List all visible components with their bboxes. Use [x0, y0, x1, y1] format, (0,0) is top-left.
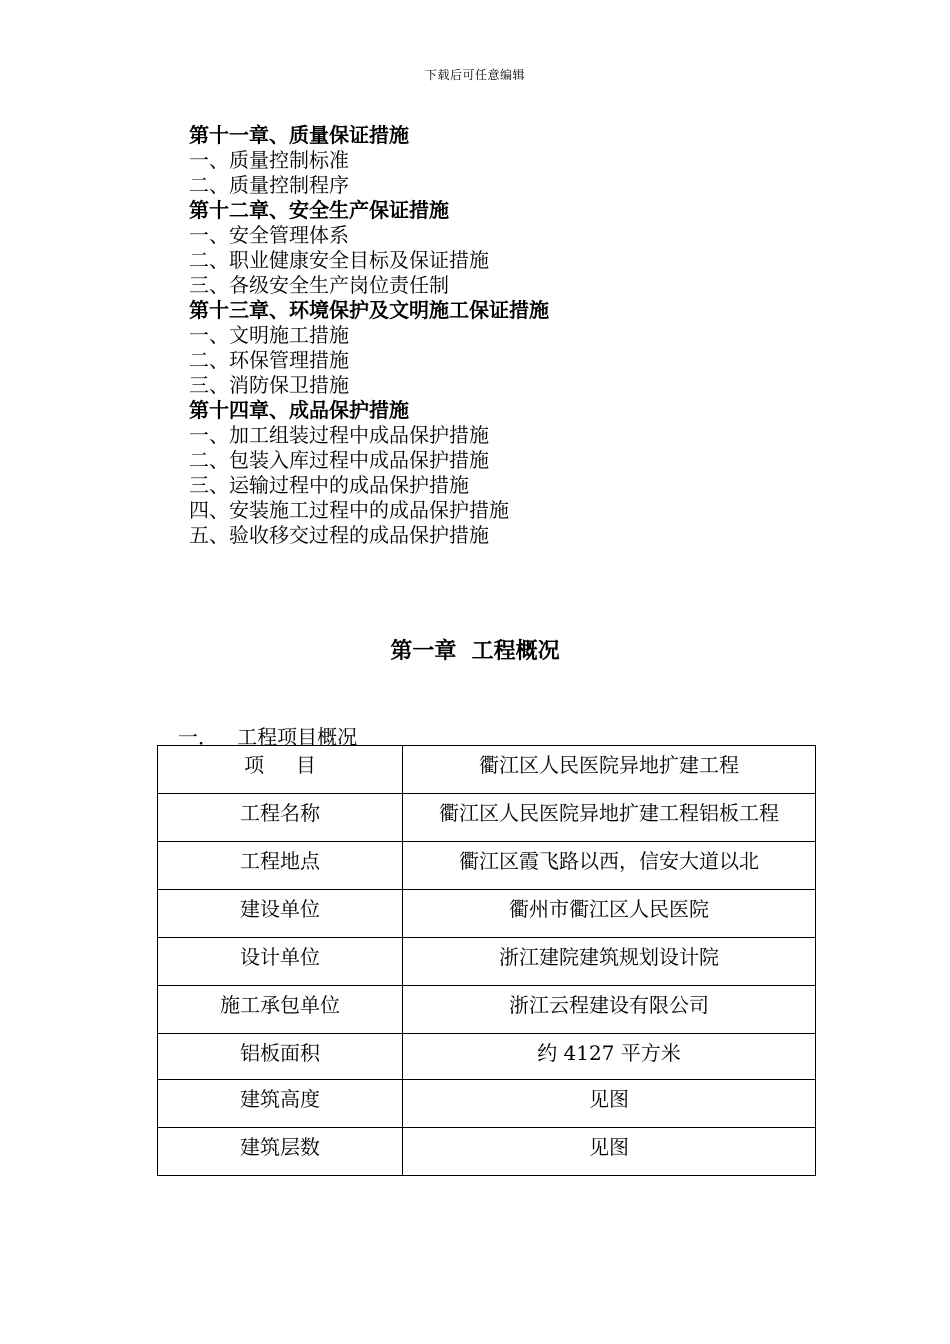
table-cell-label: 施工承包单位: [158, 986, 403, 1034]
table-row: [158, 746, 816, 794]
toc-item: 四、安装施工过程中的成品保护措施: [189, 498, 509, 522]
table-cell-value: 衢江区霞飞路以西，信安大道以北: [403, 842, 816, 890]
toc-item: 二、包装入库过程中成品保护措施: [189, 448, 489, 472]
toc-chapter-11: 第十一章、质量保证措施: [189, 123, 409, 147]
table-cell-value: 浙江云程建设有限公司: [403, 986, 816, 1034]
table-cell-label: 建筑层数: [158, 1128, 403, 1176]
table-row: [158, 794, 816, 842]
table-row: [158, 986, 816, 1034]
table-cell-value: 衢江区人民医院异地扩建工程: [403, 746, 816, 794]
table-cell-value: 见图: [403, 1128, 816, 1176]
table-cell-value: 约 4127 平方米: [403, 1034, 816, 1080]
table-cell-value: 浙江建院建筑规划设计院: [403, 938, 816, 986]
toc-item: 三、消防保卫措施: [189, 373, 349, 397]
table-cell-label: 项 目: [158, 746, 403, 794]
section-heading: 一． 工程项目概况: [178, 725, 358, 749]
table-row: [158, 1080, 816, 1128]
toc-chapter-12: 第十二章、安全生产保证措施: [189, 198, 449, 222]
toc-item: 二、职业健康安全目标及保证措施: [189, 248, 489, 272]
table-cell-label: 建设单位: [158, 890, 403, 938]
table-row: [158, 1128, 816, 1176]
toc-item: 五、验收移交过程的成品保护措施: [189, 523, 489, 547]
page-header: 下载后可任意编辑: [424, 68, 525, 82]
table-row: [158, 890, 816, 938]
table-row: [158, 1034, 816, 1080]
project-overview-table: [157, 745, 816, 1176]
table-cell-value: 见图: [403, 1080, 816, 1128]
table-cell-label: 工程名称: [158, 794, 403, 842]
table-cell-value: 衢江区人民医院异地扩建工程铝板工程: [403, 794, 816, 842]
chapter-title: 第一章 工程概况: [390, 638, 560, 664]
toc-chapter-14: 第十四章、成品保护措施: [189, 398, 409, 422]
table-cell-label: 设计单位: [158, 938, 403, 986]
table-cell-label: 工程地点: [158, 842, 403, 890]
toc-item: 二、环保管理措施: [189, 348, 349, 372]
toc-item: 一、质量控制标准: [189, 148, 349, 172]
table-row: [158, 938, 816, 986]
table-row: [158, 842, 816, 890]
table-cell-label: 铝板面积: [158, 1034, 403, 1080]
toc-item: 一、文明施工措施: [189, 323, 349, 347]
table-cell-label: 建筑高度: [158, 1080, 403, 1128]
table-of-contents: [189, 123, 549, 548]
toc-chapter-13: 第十三章、环境保护及文明施工保证措施: [189, 298, 549, 322]
toc-item: 一、加工组装过程中成品保护措施: [189, 423, 489, 447]
toc-item: 三、运输过程中的成品保护措施: [189, 473, 469, 497]
toc-item: 三、各级安全生产岗位责任制: [189, 273, 449, 297]
toc-item: 二、质量控制程序: [189, 173, 349, 197]
toc-item: 一、安全管理体系: [189, 223, 349, 247]
table-cell-value: 衢州市衢江区人民医院: [403, 890, 816, 938]
